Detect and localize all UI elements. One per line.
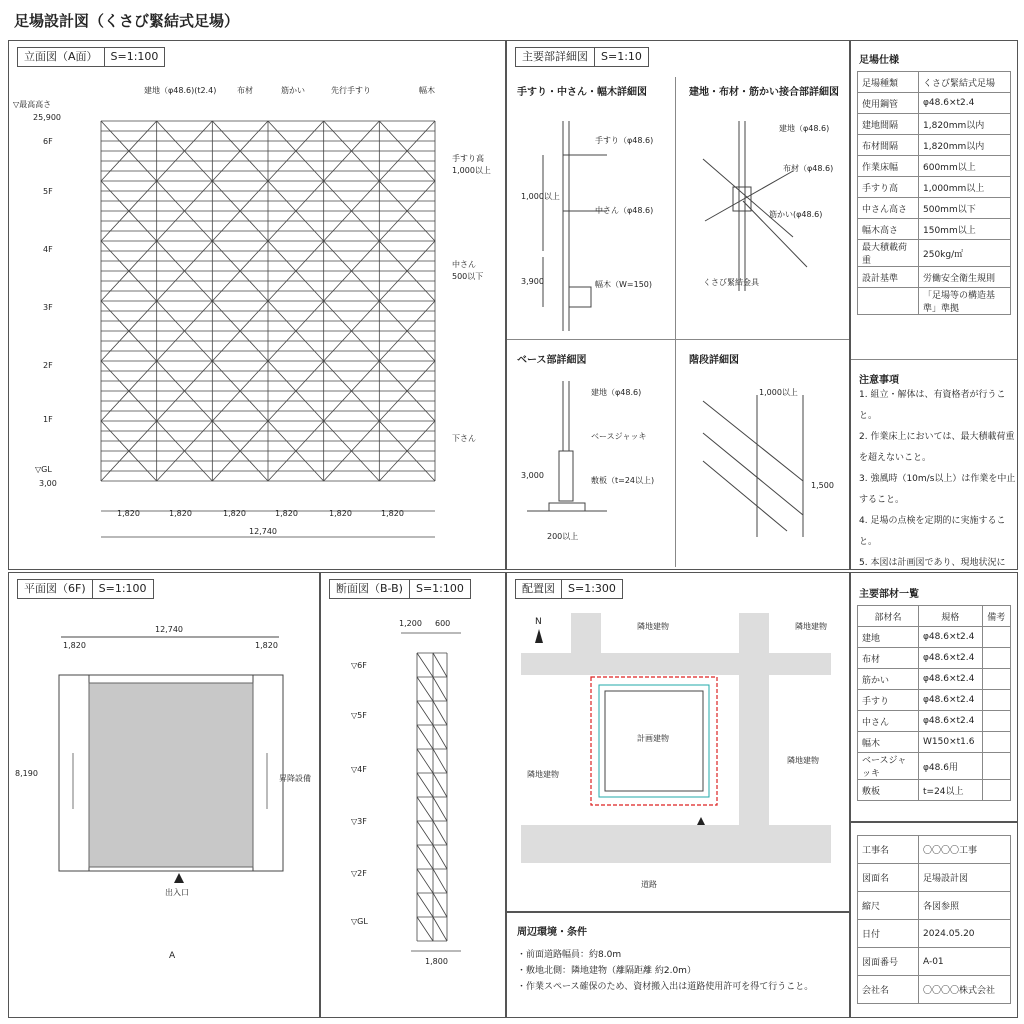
surroundings-panel — [506, 912, 850, 1018]
span-dim: 1,820 — [329, 509, 352, 518]
surroundings-line: ・前面道路幅員：約8.0m — [517, 950, 622, 960]
span-dim: 1,820 — [117, 509, 140, 518]
detail2-title: 建地・布材・筋かい接合部詳細図 — [689, 87, 839, 98]
table-cell: 600mm以上 — [919, 156, 1011, 177]
details-title: 主要部詳細図 S=1:10 — [515, 47, 649, 67]
details-panel — [506, 40, 850, 570]
section-floor: ▽5F — [351, 711, 367, 720]
d3-plate-label: 敷板（t=24以上) — [591, 476, 655, 485]
table-cell: φ48.6×t2.4 — [919, 93, 1011, 114]
note-guard-height-value: 1,000以上 — [452, 166, 491, 175]
plan-drawing — [9, 573, 321, 1019]
total-dim: 12,740 — [249, 527, 277, 536]
note-midrail: 中さん — [452, 260, 476, 269]
material-row — [858, 732, 1011, 753]
table-cell — [982, 711, 1010, 732]
table-cell: 建地間隔 — [858, 114, 919, 135]
d4-dim: 1,500 — [811, 481, 834, 490]
site-panel — [506, 572, 850, 912]
note-line: 1. 組立・解体は、有資格者が行うこと。 — [859, 390, 1006, 421]
table-cell: 労働安全衛生規則 — [919, 267, 1011, 288]
table-cell: 日付 — [858, 920, 919, 948]
table-cell — [982, 690, 1010, 711]
elev-label-ledger: 布材 — [237, 86, 253, 95]
north-arrow-label: N — [535, 617, 542, 627]
titleblock-row — [858, 976, 1011, 1004]
spec-row — [858, 198, 1011, 219]
site-neighbor-label: 隣地建物 — [795, 622, 827, 631]
note-line: を超えないこと。 — [859, 453, 932, 463]
section-floor: ▽2F — [351, 869, 367, 878]
materials-panel — [850, 572, 1018, 822]
table-cell: t=24以上 — [919, 780, 983, 801]
d2-post-label: 建地（φ48.6) — [779, 124, 830, 133]
note-line: 5. 本図は計画図であり、現地状況に — [859, 558, 1006, 568]
elev-label-brace: 筋かい — [281, 86, 305, 95]
floor-label: 6F — [43, 137, 53, 146]
span-dim: 1,820 — [275, 509, 298, 518]
spec-row — [858, 114, 1011, 135]
plan-depth-dim: 8,190 — [15, 769, 38, 778]
spec-table — [857, 71, 1011, 315]
table-cell: 各図参照 — [919, 892, 1011, 920]
details-drawing — [507, 41, 851, 571]
spec-row — [858, 72, 1011, 93]
table-cell — [982, 648, 1010, 669]
elev-top-height: ▽最高高さ — [13, 100, 52, 109]
table-cell: 中さん高さ — [858, 198, 919, 219]
section-title: 断面図（B-B) S=1:100 — [329, 579, 471, 599]
d1-handrail-label: 手すり（φ48.6) — [595, 136, 654, 145]
header-cell: 部材名 — [858, 606, 919, 627]
spec-row — [858, 267, 1011, 288]
table-cell: 工事名 — [858, 836, 919, 864]
spec-row — [858, 219, 1011, 240]
floor-label: 3F — [43, 303, 53, 312]
titleblock-row — [858, 864, 1011, 892]
notes-list — [859, 385, 1017, 595]
divider-h — [851, 359, 1017, 360]
note-guard-height: 手すり高 — [452, 154, 484, 163]
gl-offset: 3,00 — [39, 479, 57, 488]
titleblock-row — [858, 948, 1011, 976]
material-row — [858, 627, 1011, 648]
table-cell — [982, 780, 1010, 801]
d1-dim: 1,000以上 — [521, 192, 560, 201]
table-cell: 敷板 — [858, 780, 919, 801]
site-title: 配置図 S=1:300 — [515, 579, 623, 599]
span-dim: 1,820 — [223, 509, 246, 518]
floor-label: 5F — [43, 187, 53, 196]
surroundings-title: 周辺環境・条件 — [517, 927, 587, 938]
table-cell: 「足場等の構造基準」準拠 — [919, 288, 1011, 315]
detail1-title: 手すり・中さん・幅木詳細図 — [517, 87, 647, 98]
material-row — [858, 753, 1011, 780]
note-line: 3. 強風時（10m/s以上）は作業を中止 — [859, 474, 1016, 484]
d1-dim: 3,900 — [521, 277, 544, 286]
section-dim: 1,800 — [425, 957, 448, 966]
header-cell: 規格 — [919, 606, 983, 627]
elevation-title: 立面図（A面） S=1:100 — [17, 47, 165, 67]
spec-title: 足場仕様 — [859, 55, 899, 66]
table-cell: 2024.05.20 — [919, 920, 1011, 948]
section-drawing — [321, 573, 507, 1019]
table-cell: φ48.6×t2.4 — [919, 648, 983, 669]
spec-row — [858, 93, 1011, 114]
table-cell: 布材間隔 — [858, 135, 919, 156]
floor-label: 1F — [43, 415, 53, 424]
section-dim: 600 — [435, 619, 451, 628]
table-cell: φ48.6×t2.4 — [919, 627, 983, 648]
table-cell: 手すり高 — [858, 177, 919, 198]
page-title: 足場設計図（くさび緊結式足場） — [14, 12, 240, 30]
table-cell: 手すり — [858, 690, 919, 711]
table-cell: φ48.6×t2.4 — [919, 690, 983, 711]
table-cell: 150mm以上 — [919, 219, 1011, 240]
table-cell: 幅木高さ — [858, 219, 919, 240]
section-dim: 1,200 — [399, 619, 422, 628]
table-cell: 中さん — [858, 711, 919, 732]
table-cell: 縮尺 — [858, 892, 919, 920]
table-cell: 設計基準 — [858, 267, 919, 288]
table-cell: 筋かい — [858, 669, 919, 690]
section-panel — [320, 572, 506, 1018]
table-cell: 幅木 — [858, 732, 919, 753]
titleblock-row — [858, 892, 1011, 920]
note-midrail-value: 500以下 — [452, 272, 484, 281]
table-cell: A-01 — [919, 948, 1011, 976]
table-cell: 会社名 — [858, 976, 919, 1004]
lift-label: 昇降設備 — [279, 774, 311, 783]
note-line: すること。 — [859, 495, 905, 505]
span-dim: 1,820 — [169, 509, 192, 518]
titleblock-row — [858, 920, 1011, 948]
titleblock-panel — [850, 822, 1018, 1018]
d4-dim: 1,000以上 — [759, 388, 798, 397]
table-cell — [982, 669, 1010, 690]
spec-row — [858, 288, 1011, 315]
table-cell: φ48.6×t2.4 — [919, 669, 983, 690]
table-cell: W150×t1.6 — [919, 732, 983, 753]
entrance-label: 出入口 — [165, 888, 189, 897]
elev-top-height-value: 25,900 — [33, 113, 61, 122]
table-cell — [982, 732, 1010, 753]
section-floor: ▽GL — [351, 917, 368, 926]
detail3-title: ベース部詳細図 — [517, 355, 587, 366]
site-neighbor-label: 隣地建物 — [637, 622, 669, 631]
d3-jack-label: ベースジャッキ — [591, 432, 647, 441]
table-cell: 〇〇〇〇工事 — [919, 836, 1011, 864]
note-line: 2. 作業床上においては、最大積載荷重 — [859, 432, 1015, 442]
table-cell: 図面名 — [858, 864, 919, 892]
spec-panel — [850, 40, 1018, 570]
table-cell: 足場種類 — [858, 72, 919, 93]
table-cell: ベースジャッキ — [858, 753, 919, 780]
table-cell: 1,820mm以内 — [919, 114, 1011, 135]
material-row — [858, 780, 1011, 801]
table-cell: 500mm以下 — [919, 198, 1011, 219]
d3-dim: 200以上 — [547, 532, 579, 541]
detail4-title: 階段詳細図 — [689, 355, 739, 366]
d2-wedge-label: くさび緊結金具 — [703, 278, 759, 287]
table-cell: 1,000mm以上 — [919, 177, 1011, 198]
span-dim: 1,820 — [381, 509, 404, 518]
section-floor: ▽4F — [351, 765, 367, 774]
materials-title: 主要部材一覧 — [859, 589, 919, 600]
plan-total-dim: 12,740 — [155, 625, 183, 634]
surroundings-line: ・敷地北側：隣地建物（離隔距離 約2.0m） — [517, 966, 696, 976]
spec-row — [858, 240, 1011, 267]
d2-ledger-label: 布材（φ48.6) — [783, 164, 834, 173]
material-row — [858, 669, 1011, 690]
site-neighbor-label: 隣地建物 — [527, 770, 559, 779]
table-header — [858, 606, 1011, 627]
table-cell: 〇〇〇〇株式会社 — [919, 976, 1011, 1004]
plan-title: 平面図（6F) S=1:100 — [17, 579, 154, 599]
note-lower-rail: 下さん — [452, 434, 476, 443]
titleblock-table — [857, 835, 1011, 1004]
spec-row — [858, 135, 1011, 156]
material-row — [858, 648, 1011, 669]
plan-panel — [8, 572, 320, 1018]
material-row — [858, 711, 1011, 732]
notes-title: 注意事項 — [859, 375, 899, 386]
table-cell: 建地 — [858, 627, 919, 648]
table-cell: φ48.6×t2.4 — [919, 711, 983, 732]
d3-dim: 3,000 — [521, 471, 544, 480]
material-row — [858, 690, 1011, 711]
table-cell: 使用鋼管 — [858, 93, 919, 114]
elev-label-post: 建地（φ48.6)(t2.4) — [144, 86, 217, 95]
plan-side-dim: 1,820 — [63, 641, 86, 650]
planned-building-label: 計画建物 — [637, 734, 669, 743]
plan-side-dim: 1,820 — [255, 641, 278, 650]
spec-row — [858, 177, 1011, 198]
section-floor: ▽6F — [351, 661, 367, 670]
table-cell: 最大積載荷重 — [858, 240, 919, 267]
d2-brace-label: 筋かい(φ48.6) — [769, 210, 823, 219]
section-floor: ▽3F — [351, 817, 367, 826]
d1-midrail-label: 中さん（φ48.6) — [595, 206, 654, 215]
table-cell: 1,820mm以内 — [919, 135, 1011, 156]
table-cell: 足場設計図 — [919, 864, 1011, 892]
table-cell: くさび緊結式足場 — [919, 72, 1011, 93]
table-cell: 作業床幅 — [858, 156, 919, 177]
table-cell: 図面番号 — [858, 948, 919, 976]
d1-toeboard-label: 幅木（W=150) — [595, 280, 653, 289]
road-label: 道路 — [641, 880, 657, 889]
table-cell — [982, 627, 1010, 648]
surroundings-line: ・作業スペース確保のため、資材搬入出は道路使用許可を得て行うこと。 — [517, 982, 814, 992]
materials-table — [857, 605, 1011, 801]
spec-row — [858, 156, 1011, 177]
header-cell: 備考 — [982, 606, 1010, 627]
note-line: 4. 足場の点検を定期的に実施すること。 — [859, 516, 1006, 547]
elev-label-toeboard: 幅木 — [419, 86, 435, 95]
table-cell — [858, 288, 919, 315]
elevation-panel — [8, 40, 506, 570]
section-mark: A — [169, 951, 176, 961]
elev-label-guardrail: 先行手すり — [331, 86, 371, 95]
floor-label: 2F — [43, 361, 53, 370]
site-neighbor-label: 隣地建物 — [787, 756, 819, 765]
table-cell: 布材 — [858, 648, 919, 669]
floor-label: 4F — [43, 245, 53, 254]
table-cell — [982, 753, 1010, 780]
titleblock-row — [858, 836, 1011, 864]
gl-label: ▽GL — [35, 465, 52, 474]
table-cell: φ48.6用 — [919, 753, 983, 780]
d3-post-label: 建地（φ48.6) — [591, 388, 642, 397]
table-cell: 250kg/㎡ — [919, 240, 1011, 267]
elevation-drawing — [9, 41, 507, 571]
